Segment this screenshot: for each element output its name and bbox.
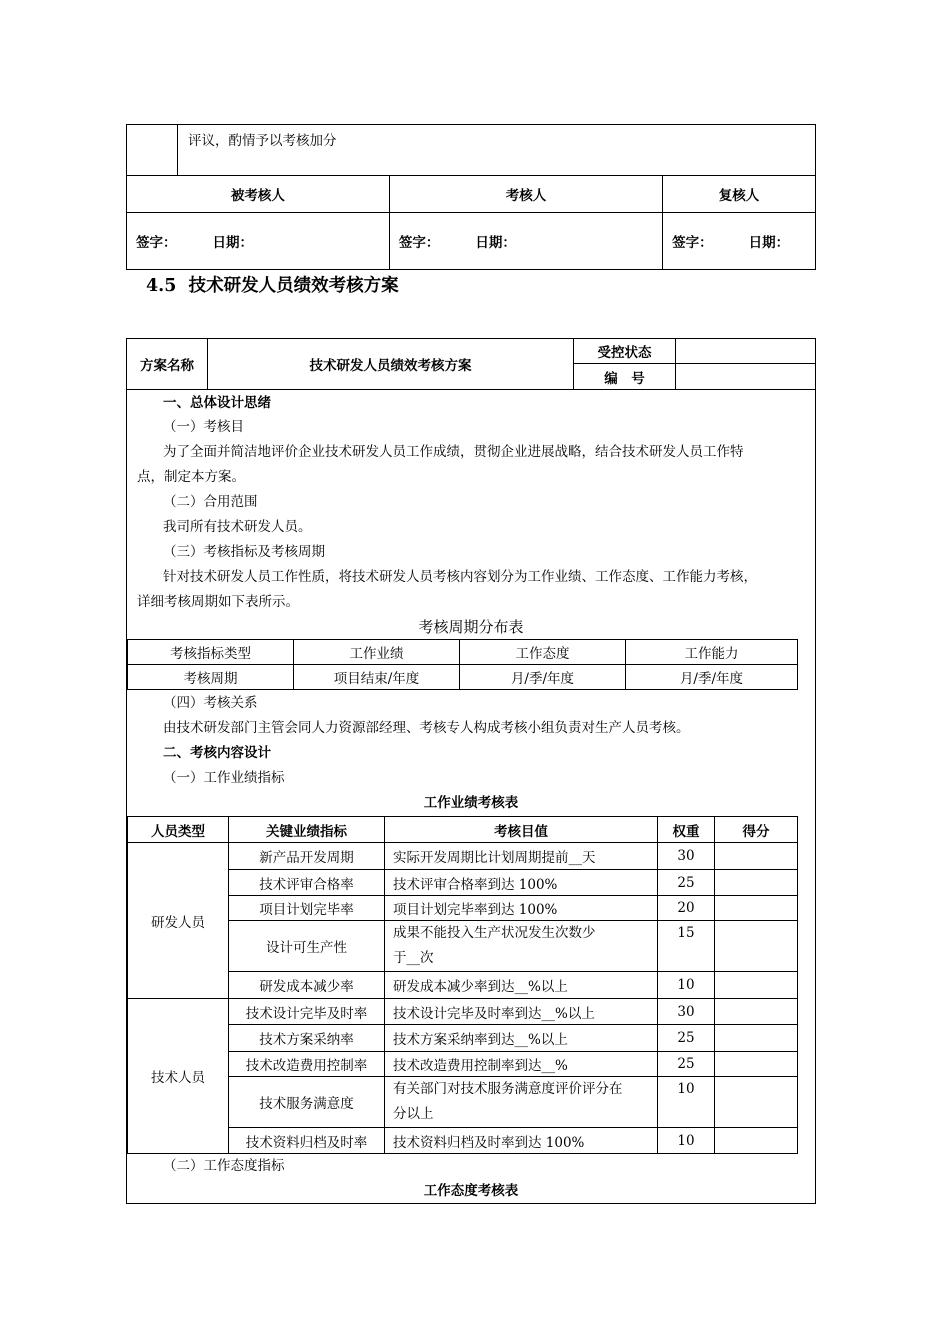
- sub-performance: （一）工作业绩指标: [163, 770, 285, 786]
- table-row: [128, 870, 798, 896]
- para-purpose-1: 为了全面并简洁地评价企业技术研发人员工作成绩，贯彻企业进展战略，结合技术研发人员工作特: [163, 444, 744, 460]
- performance-table-title: 工作业绩考核表: [423, 795, 519, 811]
- date-label: 日期：: [475, 235, 516, 251]
- blank-cell: [127, 125, 178, 176]
- target-line-1: 有关部门对技术服务满意度评价评分在: [393, 1081, 623, 1097]
- group-type: 研发人员: [128, 843, 229, 999]
- kpi-cell: 技术评审合格率: [229, 870, 385, 896]
- kpi-cell: 新产品开发周期: [229, 843, 385, 870]
- score-cell: [715, 896, 798, 921]
- para-indicators-1: 针对技术研发人员工作性质，将技术研发人员考核内容划分为工作业绩、工作态度、工作能力考核，: [163, 569, 757, 585]
- weight-cell: 25: [658, 1052, 715, 1077]
- weight-cell: 30: [658, 843, 715, 870]
- control-status-label: 受控状态: [574, 339, 676, 364]
- sub-indicators: （三）考核指标及考核周期: [163, 544, 325, 560]
- cycle-cell: 项目结束/年度: [294, 665, 460, 690]
- table-row: [128, 843, 798, 870]
- weight-cell: 25: [658, 870, 715, 896]
- note-text: 评议，酌情予以考核加分: [188, 133, 337, 149]
- weight-cell: 20: [658, 896, 715, 921]
- kpi-cell: 研发成本减少率: [229, 972, 385, 999]
- weight-cell: 15: [658, 921, 715, 972]
- number-label: 编 号: [574, 364, 676, 390]
- table-row: [128, 1077, 798, 1128]
- para-relation: 由技术研发部门主管会同人力资源部经理、考核专人构成考核小组负责对生产人员考核。: [163, 720, 690, 736]
- header-cell: 权重: [658, 817, 715, 843]
- signature-table: [126, 124, 816, 270]
- date-label: 日期：: [212, 235, 253, 251]
- plan-name-label: 方案名称: [127, 339, 208, 390]
- target-line-2: 于__次: [393, 950, 434, 966]
- target-cell: 研发成本减少率到达__%以上: [385, 972, 658, 999]
- para-scope: 我司所有技术研发人员。: [163, 519, 312, 535]
- role-reviewee: 被考核人: [127, 176, 390, 213]
- para-indicators-2: 详细考核周期如下表所示。: [137, 594, 299, 610]
- cycle-cell: 工作业绩: [294, 640, 460, 665]
- table-row: [128, 1128, 798, 1154]
- control-status-value: [676, 339, 816, 364]
- note-cell: [178, 125, 816, 176]
- score-cell: [715, 1077, 798, 1128]
- score-cell: [715, 972, 798, 999]
- performance-table: [127, 816, 798, 1154]
- header-cell: 考核目值: [385, 817, 658, 843]
- number-value: [676, 364, 816, 390]
- sub-scope: （二）合用范围: [163, 494, 258, 510]
- sub-relation: （四）考核关系: [163, 695, 258, 711]
- header-cell: 得分: [715, 817, 798, 843]
- sign-label: 签字：: [136, 235, 177, 251]
- date-label: 日期：: [748, 235, 790, 251]
- heading-overall-design: 一、总体设计思绪: [163, 395, 271, 411]
- score-cell: [715, 921, 798, 972]
- kpi-cell: 技术设计完毕及时率: [229, 999, 385, 1025]
- score-cell: [715, 1025, 798, 1052]
- sign-label: 签字：: [672, 235, 713, 251]
- score-cell: [715, 999, 798, 1025]
- sign-cell-1: [127, 213, 390, 270]
- score-cell: [715, 1052, 798, 1077]
- target-cell: [385, 1077, 658, 1128]
- target-cell: 技术方案采纳率到达__%以上: [385, 1025, 658, 1052]
- target-cell: [385, 921, 658, 972]
- score-cell: [715, 843, 798, 870]
- sign-cell-2: [389, 213, 662, 270]
- header-cell: 人员类型: [128, 817, 229, 843]
- weight-cell: 10: [658, 1077, 715, 1128]
- plan-header-table: [126, 338, 816, 390]
- weight-cell: 30: [658, 999, 715, 1025]
- kpi-cell: 项目计划完毕率: [229, 896, 385, 921]
- cycle-cell: 考核周期: [128, 665, 294, 690]
- kpi-cell: 技术方案采纳率: [229, 1025, 385, 1052]
- weight-cell: 10: [658, 1128, 715, 1154]
- role-checker: 复核人: [663, 176, 816, 213]
- target-cell: 技术资料归档及时率到达 100%: [385, 1128, 658, 1154]
- kpi-cell: 技术改造费用控制率: [229, 1052, 385, 1077]
- table-row: [128, 999, 798, 1025]
- target-cell: 项目计划完毕率到达 100%: [385, 896, 658, 921]
- group-type: 技术人员: [128, 999, 229, 1154]
- kpi-cell: 设计可生产性: [229, 921, 385, 972]
- heading-content-design: 二、考核内容设计: [163, 745, 271, 761]
- cycle-cell: 考核指标类型: [128, 640, 294, 665]
- table-row: [128, 921, 798, 972]
- sign-label: 签字：: [398, 235, 440, 251]
- cycle-table: [127, 639, 798, 690]
- target-cell: 实际开发周期比计划周期提前__天: [385, 843, 658, 870]
- target-cell: 技术评审合格率到达 100%: [385, 870, 658, 896]
- cycle-cell: 月/季/年度: [460, 665, 626, 690]
- kpi-cell: 技术资料归档及时率: [229, 1128, 385, 1154]
- target-line-1: 成果不能投入生产状况发生次数少: [393, 925, 596, 941]
- role-reviewer: 考核人: [389, 176, 662, 213]
- plan-name-value: 技术研发人员绩效考核方案: [208, 339, 574, 390]
- weight-cell: 25: [658, 1025, 715, 1052]
- cycle-cell: 工作态度: [460, 640, 626, 665]
- section-heading: 4.5 技术研发人员绩效考核方案: [146, 276, 399, 296]
- attitude-table-title: 工作态度考核表: [423, 1183, 519, 1199]
- header-cell: 关键业绩指标: [229, 817, 385, 843]
- cycle-cell: 月/季/年度: [626, 665, 798, 690]
- table-row: [128, 1052, 798, 1077]
- table-row: [128, 972, 798, 999]
- sub-attitude: （二）工作态度指标: [163, 1158, 285, 1174]
- weight-cell: 10: [658, 972, 715, 999]
- cycle-table-title: 考核周期分布表: [418, 618, 524, 636]
- target-cell: 技术设计完毕及时率到达__%以上: [385, 999, 658, 1025]
- table-row: [128, 896, 798, 921]
- sub-purpose: （一）考核目: [163, 419, 244, 435]
- sign-cell-3: [663, 213, 816, 270]
- score-cell: [715, 1128, 798, 1154]
- target-cell: 技术改造费用控制率到达__%: [385, 1052, 658, 1077]
- para-purpose-2: 点，制定本方案。: [137, 469, 245, 485]
- target-line-2: 分以上: [393, 1106, 434, 1122]
- score-cell: [715, 870, 798, 896]
- table-row: [128, 1025, 798, 1052]
- kpi-cell: 技术服务满意度: [229, 1077, 385, 1128]
- cycle-cell: 工作能力: [626, 640, 798, 665]
